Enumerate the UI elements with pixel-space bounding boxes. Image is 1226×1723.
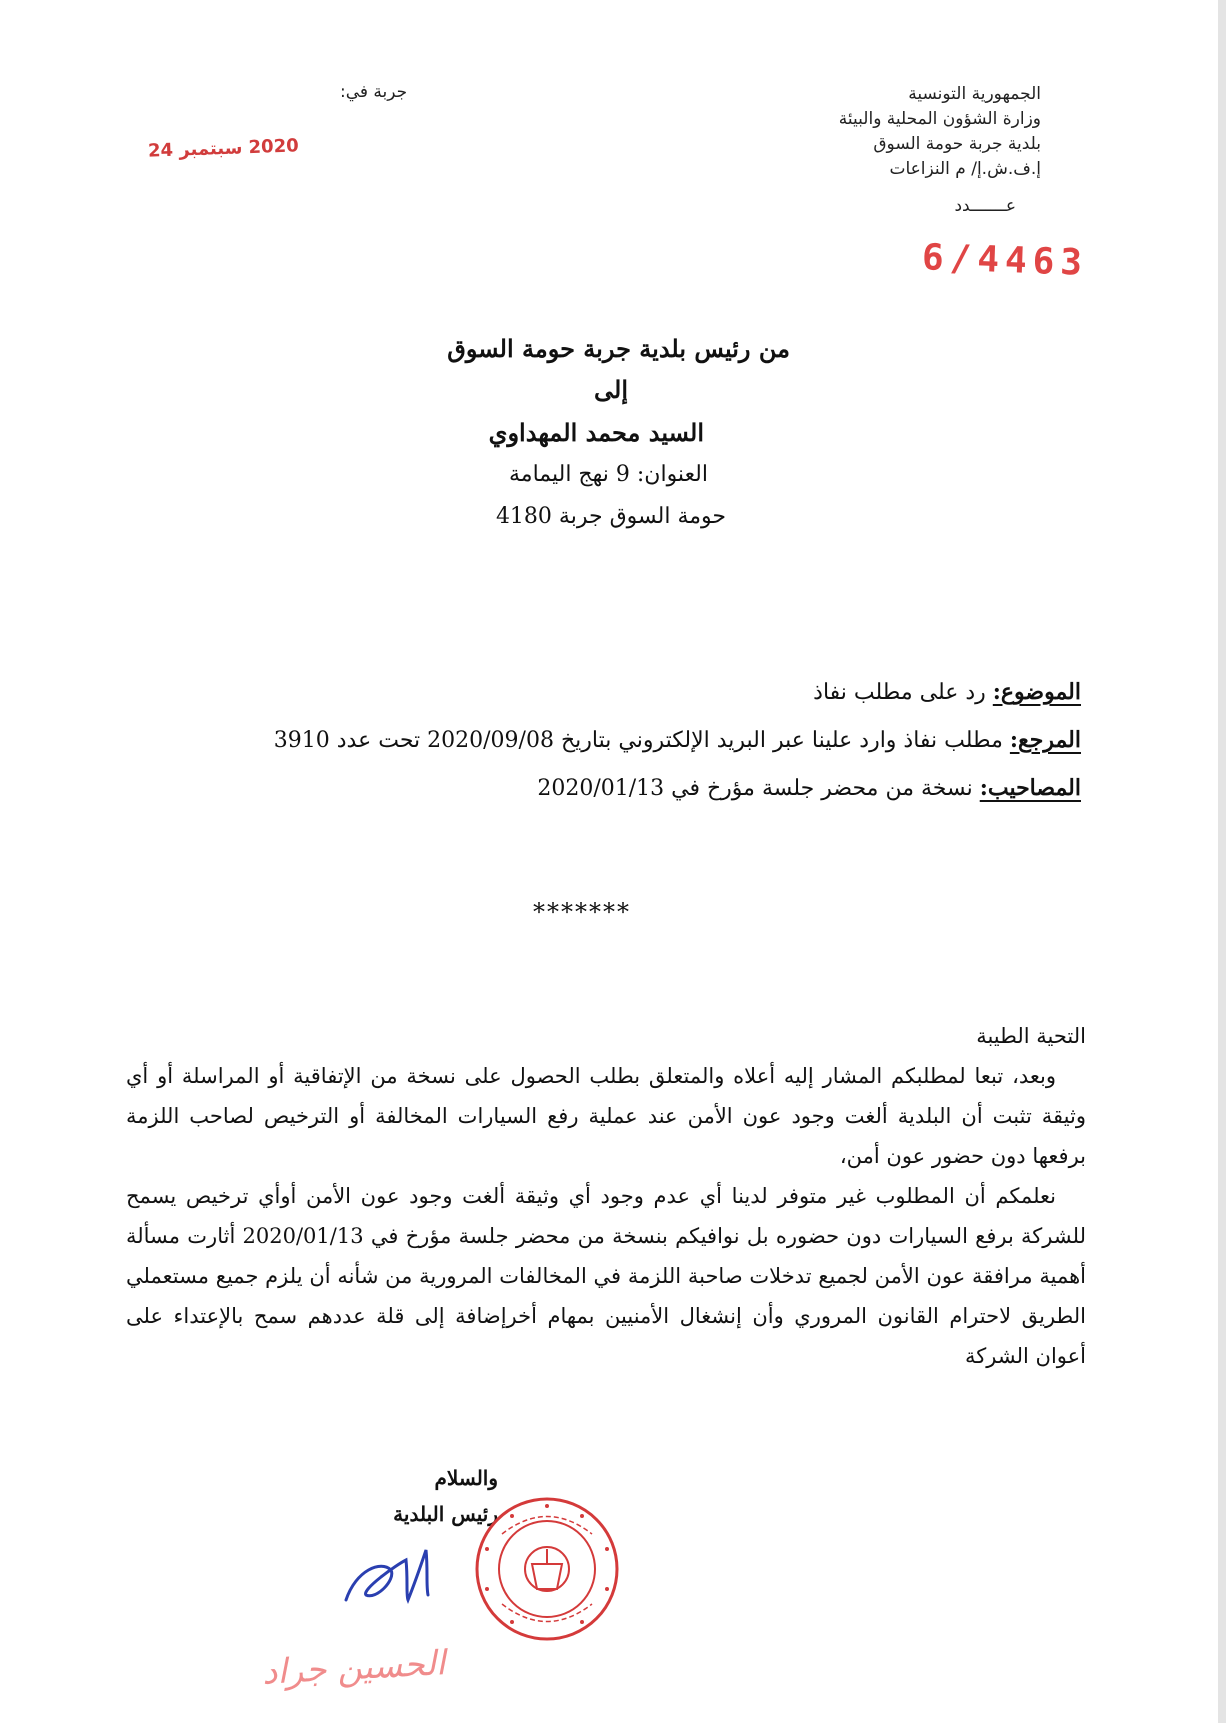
letterhead (721, 82, 1041, 182)
salutation: والسلام (434, 1466, 498, 1490)
subject-value: رد على مطلب نفاذ (813, 680, 986, 705)
recipient-city: حومة السوق جربة 4180 (495, 504, 726, 529)
attachments-key: المصاحيب: (979, 775, 1081, 801)
subject-key: الموضوع: (992, 679, 1081, 705)
paragraph-2: نعلمكم أن المطلوب غير متوفر لدينا أي عدم وجود أي وثيقة ألغت وجود عون الأمن أوأي ترخيص يسمح للشركة برفع السيارات دون حضوره بل نوافيكم بنسخة من محضر جلسة مؤرخ في 2020/01/13 أثارت مسألة أهمية مرافقة عون الأمن لجميع تدخلات صاحبة اللزمة في المخالفات المرورية من شأنه أن يلزم جميع مستعملي الطريق لاحترام القانون المروري وأن إنشغال الأمنيين بمهام أخرإضافة إلى قلة عددهم سمح بالإعتداء على أعوان الشركة (126, 1184, 1086, 1368)
reference-key: المرجع: (1009, 727, 1081, 753)
paragraph-1: وبعد، تبعا لمطلبكم المشار إليه أعلاه والمتعلق بطلب الحصول على نسخة من الإتفاقية أو المراسلة أو أي وثيقة تثبت أن البلدية ألغت وجود عون الأمن عند عملية رفع السيارات المخالفة أو الترخيص لصاحب اللزمة برفعها دون حضور عون أمن، (126, 1064, 1086, 1168)
page-edge (1218, 0, 1226, 1723)
letter-meta (181, 668, 1081, 812)
department-name: إ.ف.ش.إ/ م النزاعات (889, 159, 1041, 179)
subject-row (181, 668, 1081, 716)
to-line: إلى (594, 375, 628, 404)
reference-value: مطلب نفاذ وارد علينا عبر البريد الإلكتروني بتاريخ 2020/09/08 تحت عدد 3910 (273, 728, 1003, 753)
separator: ******* (533, 898, 631, 926)
place-label: جربة في: (340, 82, 408, 102)
recipient-address: العنوان: 9 نهج اليمامة (508, 462, 708, 487)
greeting: التحية الطيبة (976, 1024, 1086, 1048)
municipality-name: بلدية جربة حومة السوق (873, 134, 1041, 154)
official-seal-icon (472, 1494, 622, 1644)
date-stamp: 2020 سبتمبر 24 (147, 135, 300, 162)
attachments-value: نسخة من محضر جلسة مؤرخ في 2020/01/13 (537, 776, 973, 801)
country-name: الجمهورية التونسية (908, 84, 1041, 104)
sender-line: من رئيس بلدية جربة حومة السوق (447, 334, 790, 363)
ministry-name: وزارة الشؤون المحلية والبيئة (838, 109, 1041, 129)
recipient-name: السيد محمد المهداوي (488, 418, 704, 447)
number-label: عـــــــدد (954, 196, 1016, 216)
signatory-title: رئيس البلدية (393, 1502, 498, 1526)
reference-row (181, 716, 1081, 764)
signatory-name-stamp: الحسين جراد (261, 1643, 447, 1693)
signature-icon (336, 1540, 476, 1620)
attachments-row (181, 764, 1081, 812)
letter-body (126, 1016, 1086, 1376)
reference-number-stamp: 6/4463 (921, 237, 1089, 284)
